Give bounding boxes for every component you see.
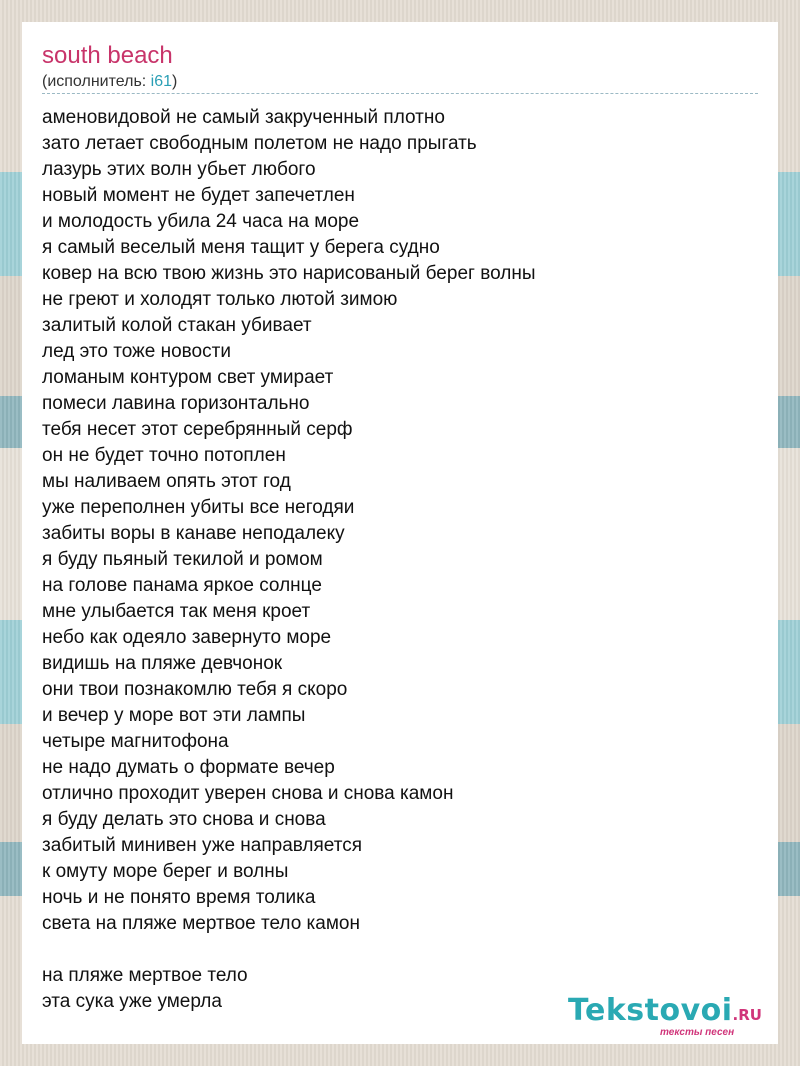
lyric-line: новый момент не будет запечетлен: [42, 185, 355, 206]
lyric-line: лазурь этих волн убьет любого: [42, 159, 316, 180]
lyric-line: я самый веселый меня тащит у берега судно: [42, 237, 440, 258]
lyrics-stanza-1: [42, 105, 758, 937]
lyric-line: к омуту море берег и волны: [42, 861, 289, 882]
lyric-line: уже переполнен убиты все негодяи: [42, 497, 355, 518]
lyric-line: помеси лавина горизонтально: [42, 393, 310, 414]
lyric-line: света на пляже мертвое тело камон: [42, 913, 360, 934]
song-title: south beach: [42, 42, 173, 69]
lyric-line: небо как одеяло завернуто море: [42, 627, 332, 648]
logo-subtitle: тексты песен: [660, 1027, 735, 1038]
lyric-line: забиты воры в канаве неподалеку: [42, 523, 345, 544]
artist-prefix: (исполнитель:: [42, 73, 151, 90]
lyric-line: и вечер у море вот эти лампы: [42, 705, 306, 726]
lyrics-card: [22, 22, 778, 1044]
artist-line: [42, 72, 177, 92]
lyric-line: ломаным контуром свет умирает: [42, 367, 334, 388]
lyric-line: лед это тоже новости: [42, 341, 231, 362]
artist-suffix: ): [172, 73, 178, 90]
lyric-line: мне улыбается так меня кроет: [42, 601, 311, 622]
lyrics-text: [42, 105, 758, 1015]
lyric-line: на голове панама яркое солнце: [42, 575, 322, 596]
lyric-line: он не будет точно потоплен: [42, 445, 286, 466]
artist-link[interactable]: i61: [150, 73, 173, 90]
stanza-gap: [42, 937, 758, 963]
logo-tld: .RU: [732, 1006, 762, 1024]
lyric-line: и молодость убила 24 часа на море: [42, 211, 360, 232]
lyric-line: отлично проходит уверен снова и снова камон: [42, 783, 454, 804]
lyric-line: не греют и холодят только лютой зимою: [42, 289, 398, 310]
lyric-line: не надо думать о формате вечер: [42, 757, 335, 778]
lyric-line: четыре магнитофона: [42, 731, 229, 752]
lyric-line: я буду делать это снова и снова: [42, 809, 326, 830]
lyric-line: залитый колой стакан убивает: [42, 315, 312, 336]
lyric-line: эта сука уже умерла: [42, 991, 222, 1012]
logo-main-text: Tekstovoi: [568, 993, 733, 1028]
lyric-line: ковер на всю твою жизнь это нарисованый берег волны: [42, 263, 536, 284]
lyric-line: аменовидовой не самый закрученный плотно: [42, 107, 445, 128]
lyric-line: они твои познакомлю тебя я скоро: [42, 679, 348, 700]
lyric-line: ночь и не понято время толика: [42, 887, 316, 908]
lyric-line: я буду пьяный текилой и ромом: [42, 549, 323, 570]
site-logo[interactable]: [568, 994, 778, 1038]
lyric-line: мы наливаем опять этот год: [42, 471, 291, 492]
lyric-line: на пляже мертвое тело: [42, 965, 248, 986]
title-divider: [42, 93, 758, 94]
lyric-line: видишь на пляже девчонок: [42, 653, 283, 674]
lyric-line: забитый минивен уже направляется: [42, 835, 363, 856]
lyric-line: тебя несет этот серебрянный серф: [42, 419, 353, 440]
lyric-line: зато летает свободным полетом не надо прыгать: [42, 133, 477, 154]
